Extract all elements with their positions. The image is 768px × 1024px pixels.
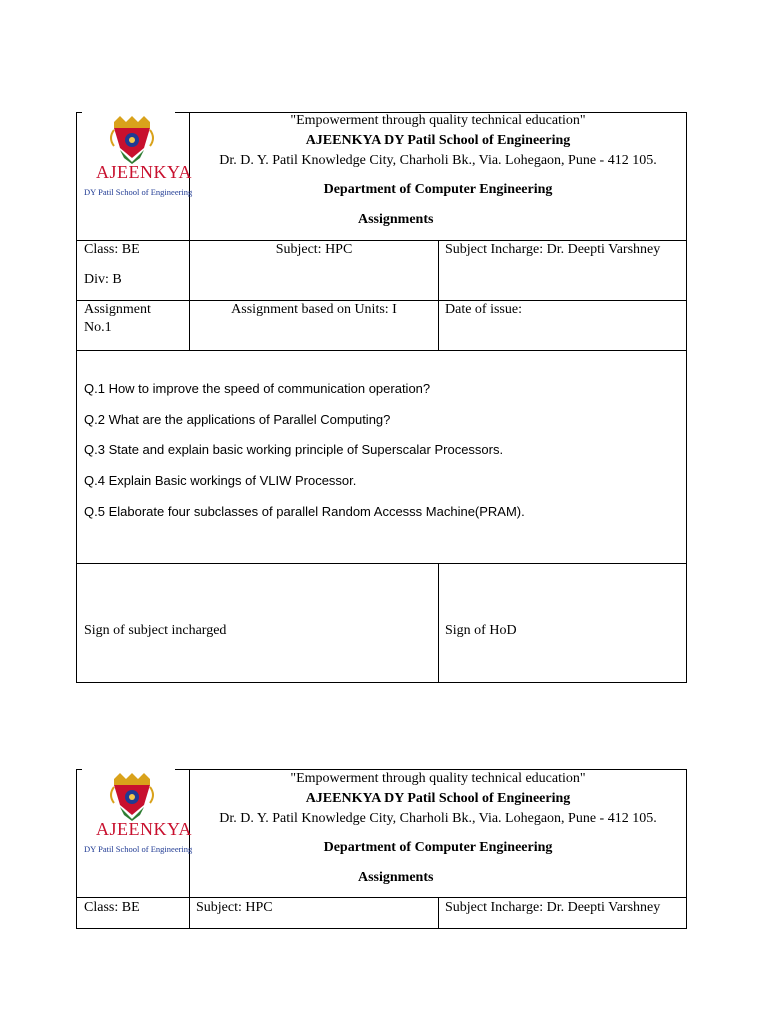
sign-subject-incharge-label: Sign of subject incharged (84, 623, 227, 638)
table-border (76, 682, 687, 683)
question-1: Q.1 How to improve the speed of communication operation? (84, 381, 431, 396)
assignment-number-value: No.1 (84, 320, 112, 335)
table-border (686, 769, 687, 929)
sign-hod-label: Sign of HoD (445, 623, 517, 638)
question-3: Q.3 State and explain basic working principle of Superscalar Processors. (84, 442, 504, 457)
question-2: Q.2 What are the applications of Parallel Computing? (84, 412, 391, 427)
logo-wordmark: AJEENKYA (96, 162, 192, 182)
table-border (438, 563, 439, 682)
assignment-number-label: Assignment (84, 302, 151, 317)
table-border (76, 769, 77, 929)
table-border (76, 563, 687, 564)
table-border (438, 240, 439, 350)
table-border (76, 350, 687, 351)
logo-subtitle: DY Patil School of Engineering (84, 844, 193, 854)
department-name: Department of Computer Engineering (323, 840, 553, 855)
question-5: Q.5 Elaborate four subclasses of parallel Random Accesss Machine(PRAM). (84, 504, 525, 519)
subject-label: Subject: HPC (275, 242, 353, 257)
school-address: Dr. D. Y. Patil Knowledge City, Charholi Bk., Via. Lohegaon, Pune - 412 105. (219, 811, 657, 826)
logo-wordmark: AJEENKYA (96, 819, 192, 839)
motto: "Empowerment through quality technical education" (290, 771, 586, 786)
class-label: Class: BE (84, 900, 140, 915)
subject-incharge-label: Subject Incharge: Dr. Deepti Varshney (445, 900, 661, 915)
logo-subtitle: DY Patil School of Engineering (84, 187, 193, 197)
division-label: Div: B (84, 272, 122, 287)
crest-icon (84, 114, 184, 166)
units-label: Assignment based on Units: I (231, 302, 397, 317)
crest-icon (84, 771, 184, 823)
table-border (686, 112, 687, 683)
document-title: Assignments (358, 870, 434, 885)
table-border (76, 897, 687, 898)
class-label: Class: BE (84, 242, 140, 257)
table-border (76, 112, 77, 683)
school-name: AJEENKYA DY Patil School of Engineering (305, 133, 571, 148)
date-of-issue-label: Date of issue: (445, 302, 522, 317)
table-border (76, 928, 687, 929)
question-4: Q.4 Explain Basic workings of VLIW Processor. (84, 473, 357, 488)
document-title: Assignments (358, 212, 434, 227)
school-address: Dr. D. Y. Patil Knowledge City, Charholi Bk., Via. Lohegaon, Pune - 412 105. (219, 153, 657, 168)
motto: "Empowerment through quality technical education" (290, 113, 586, 128)
school-name: AJEENKYA DY Patil School of Engineering (305, 791, 571, 806)
department-name: Department of Computer Engineering (323, 182, 553, 197)
table-border (438, 897, 439, 928)
subject-label: Subject: HPC (196, 900, 273, 915)
subject-incharge-label: Subject Incharge: Dr. Deepti Varshney (445, 242, 661, 257)
school-logo (84, 114, 193, 204)
school-logo (84, 771, 193, 861)
